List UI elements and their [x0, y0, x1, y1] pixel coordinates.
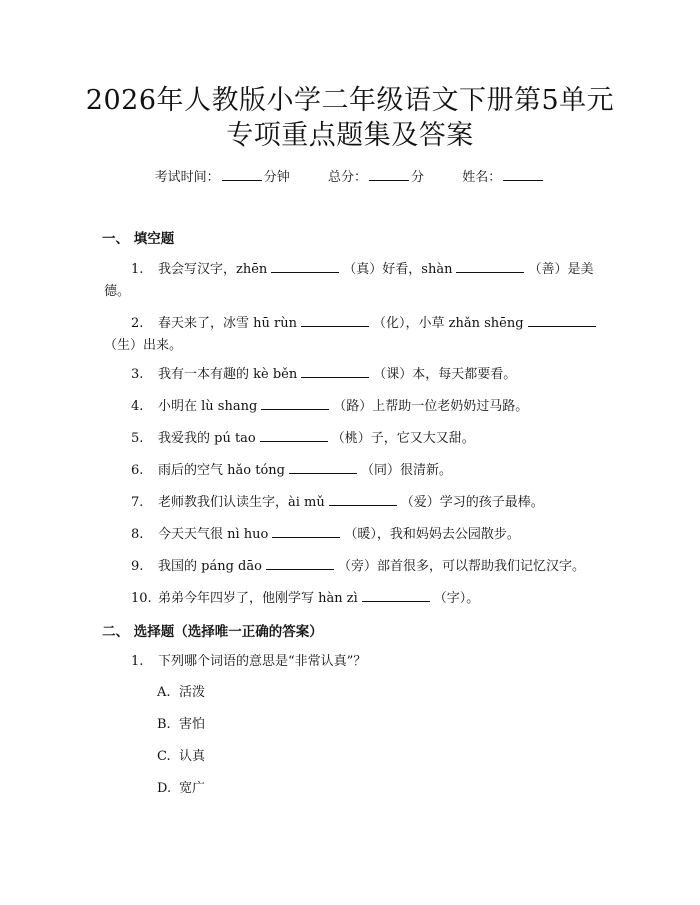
time-label: 考试时间： — [154, 170, 220, 185]
time-blank — [222, 168, 262, 181]
doc-title-line2: 专项重点题集及答案 — [226, 120, 474, 151]
answer-blank — [528, 314, 596, 327]
answer-blank — [362, 589, 430, 602]
answer-blank — [301, 365, 369, 378]
exam-meta — [0, 168, 700, 188]
score-unit: 分 — [411, 170, 425, 185]
question-item: 1. 我会写汉字，zhēn （真）好看，shàn （善）是美 — [131, 262, 594, 277]
name-blank — [503, 168, 543, 181]
answer-blank — [289, 461, 357, 474]
section-choice-title: 二、 选择题（选择唯一正确的答案） — [102, 624, 323, 640]
answer-blank — [266, 557, 334, 570]
choice-option-a: A. 活泼 — [157, 685, 206, 700]
question-item: 10. 弟弟今年四岁了，他刚学写 hàn zì （字）。 — [131, 591, 480, 606]
answer-blank — [261, 397, 329, 410]
score-label: 总分： — [327, 170, 367, 185]
doc-title-line1: 2026年人教版小学二年级语文下册第5单元 — [85, 85, 615, 116]
section-fill-in-title: 一、 填空题 — [102, 231, 175, 247]
choice-option-b: B. 害怕 — [157, 717, 206, 732]
answer-blank — [272, 525, 340, 538]
question-item: 4. 小明在 lù shang （路）上帮助一位老奶奶过马路。 — [131, 399, 529, 414]
answer-blank — [271, 260, 339, 273]
answer-blank — [329, 493, 397, 506]
question-item: 3. 我有一本有趣的 kè běn （课）本，每天都要看。 — [131, 367, 517, 382]
question-wrap: 德。 — [104, 284, 131, 299]
choice-question: 1. 下列哪个词语的意思是“非常认真”？ — [131, 654, 367, 669]
question-item: 5. 我爱我的 pú tao （桃）子，它又大又甜。 — [131, 431, 475, 446]
choice-option-c: C. 认真 — [157, 749, 206, 764]
time-unit: 分钟 — [263, 170, 290, 185]
question-item: 8. 今天天气很 nì huo （暖），我和妈妈去公园散步。 — [131, 527, 520, 542]
answer-blank — [260, 429, 328, 442]
name-label: 姓名： — [462, 170, 502, 185]
question-item: 2. 春天来了，冰雪 hū rùn （化），小草 zhǎn shēng — [131, 313, 611, 335]
question-wrap: （生）出来。 — [104, 338, 183, 353]
score-blank — [369, 168, 409, 181]
question-item: 7. 老师教我们认读生字，ài mǔ （爱）学习的孩子最棒。 — [131, 495, 544, 510]
question-item: 6. 雨后的空气 hǎo tóng （同）很清新。 — [131, 463, 452, 478]
answer-blank — [301, 314, 369, 327]
answer-blank — [456, 260, 524, 273]
question-item: 9. 我国的 páng dāo （旁）部首很多，可以帮助我们记忆汉字。 — [131, 559, 585, 574]
choice-option-d: D. 宽广 — [157, 781, 206, 796]
